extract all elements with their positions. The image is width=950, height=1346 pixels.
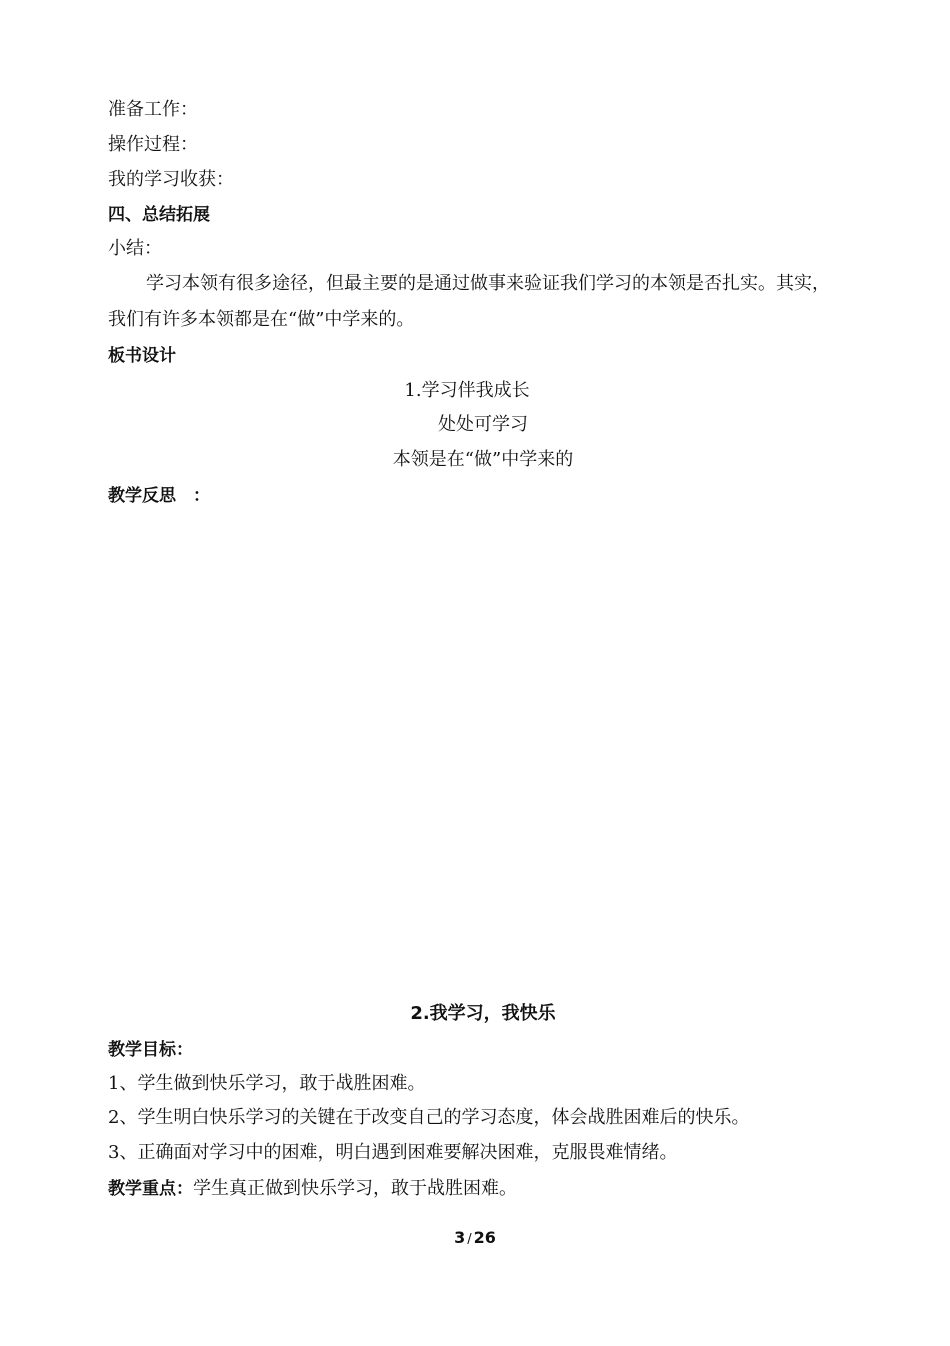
summary-label: 小结： [108,238,162,259]
board-line-2: 处处可学习 [438,414,528,435]
section-heading: 四、总结拓展 [108,205,210,225]
goal-item-3: 3、正确面对学习中的困难，明白遇到困难要解决困难，克服畏难情绪。 [108,1142,678,1163]
page-separator: / [467,1232,472,1247]
summary-paragraph-line-2: 我们有许多本领都是在“做”中学来的。 [108,309,415,330]
gains-line: 我的学习收获： [108,169,234,190]
key-point-label: 教学重点： [108,1179,193,1199]
goals-heading: 教学目标： [108,1040,193,1060]
lesson-title: 2.我学习，我快乐 [410,1003,556,1024]
reflection-heading: 教学反思 ： [108,486,210,506]
summary-paragraph-line-1: 学习本领有很多途径，但最主要的是通过做事来验证我们学习的本领是否扎实。其实， [146,273,830,294]
goal-item-1: 1、学生做到快乐学习，敢于战胜困难。 [108,1073,426,1094]
board-design-heading: 板书设计 [108,346,176,366]
key-point-text: 学生真正做到快乐学习，敢于战胜困难。 [193,1178,517,1199]
process-line: 操作过程： [108,134,198,155]
board-line-3: 本领是在“做”中学来的 [392,449,574,470]
board-line-1: 1.学习伴我成长 [404,380,530,401]
page-indicator [0,1228,950,1247]
current-page: 3 [454,1228,466,1247]
key-point-line [108,1176,517,1202]
total-pages: 26 [473,1228,496,1247]
goal-item-2: 2、学生明白快乐学习的关键在于改变自己的学习态度，体会战胜困难后的快乐。 [108,1107,750,1128]
prep-line: 准备工作： [108,99,198,120]
